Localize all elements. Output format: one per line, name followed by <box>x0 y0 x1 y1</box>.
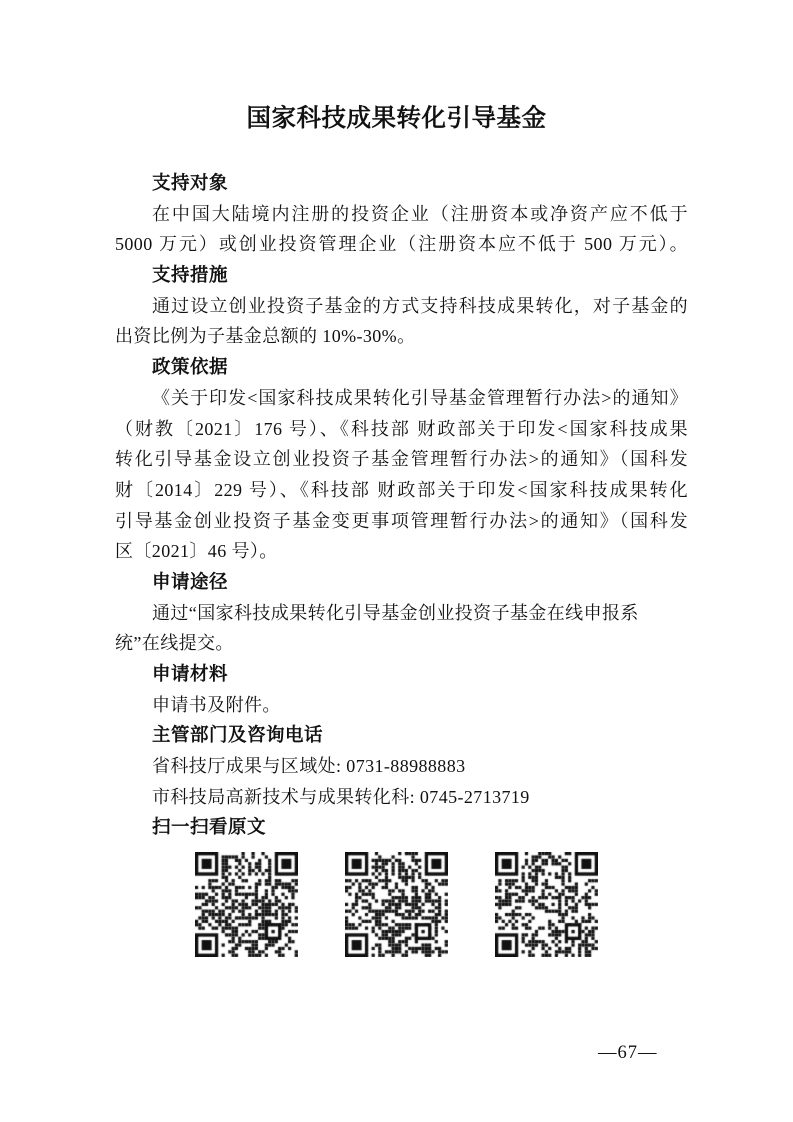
body-line: 出资比例为子基金总额的 10%-30%。 <box>115 326 416 347</box>
qr-code-2 <box>345 852 448 957</box>
body-line: 5000 万元）或创业投资管理企业（注册资本应不低于 500 万元）。 <box>115 234 688 255</box>
body-line: 通过设立创业投资子基金的方式支持科技成果转化，对子基金的 <box>152 295 688 316</box>
section-heading: 支持对象 <box>152 172 229 193</box>
section-heading: 扫一扫看原文 <box>152 816 267 838</box>
body-line: 在中国大陆境内注册的投资企业（注册资本或净资产应不低于 <box>152 203 688 224</box>
body-line: 通过“国家科技成果转化引导基金创业投资子基金在线申报系 <box>152 602 639 623</box>
body-line: 财〔2014〕229 号）、《科技部 财政部关于印发<国家科技成果转化 <box>115 479 688 500</box>
section-heading: 主管部门及咨询电话 <box>152 724 324 746</box>
body-line: （财教〔2021〕176 号）、《科技部 财政部关于印发<国家科技成果 <box>115 418 688 439</box>
section-heading: 申请途径 <box>152 570 229 592</box>
section-heading: 支持措施 <box>152 264 229 286</box>
page-number: —67— <box>598 1043 658 1063</box>
section-heading: 申请材料 <box>152 663 229 684</box>
body-line: 转化引导基金设立创业投资子基金管理暂行办法>的通知》（国科发 <box>115 449 688 470</box>
section-heading: 政策依据 <box>152 356 229 378</box>
body-line: 省科技厅成果与区域处: 0731-88988883 <box>152 756 466 777</box>
qr-code-1 <box>195 852 298 957</box>
qr-code-row <box>195 852 598 957</box>
body-line: 《关于印发<国家科技成果转化引导基金管理暂行办法>的通知》 <box>152 387 688 408</box>
body-line: 统”在线提交。 <box>115 633 234 654</box>
body-line: 区〔2021〕46 号）。 <box>115 541 278 562</box>
document-title: 国家科技成果转化引导基金 <box>246 105 547 132</box>
body-line: 申请书及附件。 <box>152 694 281 715</box>
body-line: 引导基金创业投资子基金变更事项管理暂行办法>的通知》（国科发 <box>115 510 688 531</box>
body-line: 市科技局高新技术与成果转化科: 0745-2713719 <box>152 786 530 807</box>
qr-code-3 <box>495 852 598 957</box>
document-body <box>115 168 688 843</box>
